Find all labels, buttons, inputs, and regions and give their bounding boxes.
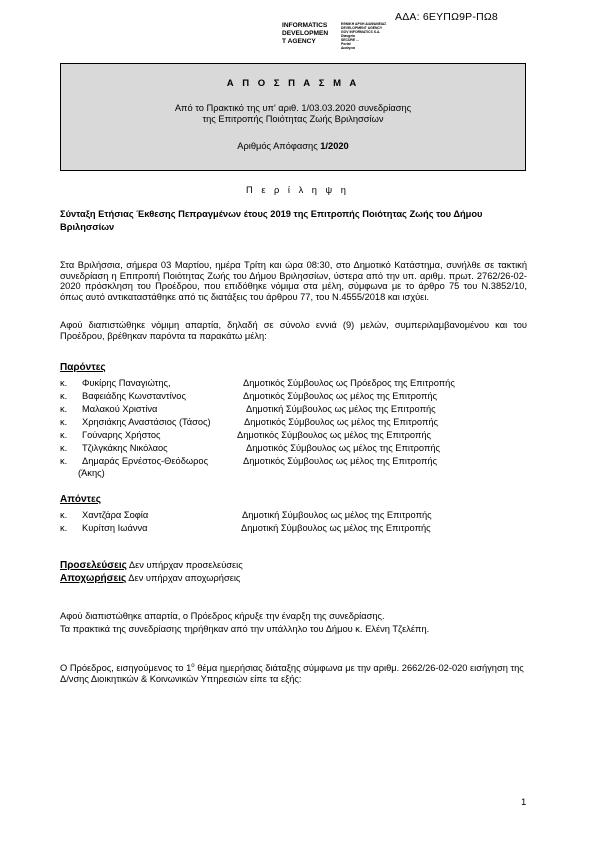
member-role: Δημοτική Σύμβουλος ως μέλος της Επιτροπής — [242, 510, 432, 520]
member-title: κ. — [60, 404, 68, 414]
excerpt-header-box — [60, 63, 526, 171]
member-title: κ. — [60, 417, 68, 427]
member-name: Χρησιάκης Αναστάσιος (Τάσος) — [82, 417, 211, 427]
member-name: Τζιλγκάκης Νικόλαος — [82, 443, 168, 453]
logo-small-line: DEVELOPMENT AGENCY — [341, 26, 383, 30]
member-row — [60, 456, 540, 468]
member-role: Δημοτικός Σύμβουλος ως μέλος της Επιτροπής — [243, 456, 438, 466]
page-number: 1 — [521, 797, 527, 808]
member-role: Δημοτικός Σύμβουλος ως μέλος της Επιτροπής — [246, 443, 441, 453]
member-title: κ. — [60, 510, 68, 520]
member-row — [60, 391, 540, 403]
member-row — [60, 430, 540, 442]
member-title: κ. — [60, 378, 68, 388]
logo-line: INFORMATICS — [282, 22, 328, 29]
decision-label: Αριθμός Απόφασης — [237, 141, 321, 151]
introduction-text-cont: θέμα ημερήσιας διάταξης σύμφωνα με την αριθμ. 2662/26-02-020 εισήγηση της Δ/νσης Διοικητικών & Κοινωνικών Υπηρεσιών είπε τα εξής: — [60, 663, 524, 684]
member-role: Δημοτική Σύμβουλος ως μέλος της Επιτροπής — [246, 404, 436, 414]
departures-text: Δεν υπήρχαν αποχωρήσεις — [126, 573, 241, 583]
logo-small-line: Portal — [341, 42, 351, 46]
ordinal-superscript: ο — [191, 663, 195, 669]
summary-title: Π ε ρ ί λ η ψ η — [246, 185, 349, 195]
logo-small-line: ΕΘΝΙΚΗ ΑΡΧΗ ΔΙΑΦΑΝΕΙΑΣ — [341, 22, 387, 26]
excerpt-title: Α Π Ο Σ Π Α Σ Μ Α — [226, 78, 360, 89]
opening-line: Αφού διαπιστώθηκε απαρτία, ο Πρόεδρος κήρυξε την έναρξη της συνεδρίασης. — [60, 611, 385, 621]
member-name: Μαλακού Χριστίνα — [82, 404, 158, 414]
minutes-reference: Από το Πρακτικό της υπ' αριθ. 1/03.03.2020 συνεδρίασης — [174, 103, 412, 113]
member-role: Δημοτικός Σύμβουλος ως Πρόεδρος της Επιτροπής — [243, 378, 455, 388]
member-name: Βαφειάδης Κωνσταντίνος — [82, 391, 186, 401]
member-title: κ. — [60, 523, 68, 533]
minutes-keeper-line: Τα πρακτικά της συνεδρίασης τηρήθηκαν από την υπάλληλο του Δήμου κ. Ελένη Τζελέπη. — [60, 624, 430, 634]
member-row — [60, 404, 540, 416]
member-name: Φυκίρης Παναγιώτης, — [82, 378, 171, 388]
member-name: Χαντζάρα Σοφία — [82, 510, 149, 520]
member-role: Δημοτικός Σύμβουλος ως μέλος της Επιτροπής — [244, 417, 439, 427]
logo-small-text — [341, 22, 399, 50]
subject-heading: Σύνταξη Ετήσιας Έκθεσης Πεπραγμένων έτους 2019 της Επιτροπής Ποιότητας Ζωής του Δήμου Βριλησσίων — [60, 209, 483, 232]
member-role: Δημοτική Σύμβουλος ως μέλος της Επιτροπής — [241, 523, 431, 533]
decision-value: 1/2020 — [320, 141, 349, 151]
departures-line — [60, 573, 240, 584]
quorum-paragraph: Αφού διαπιστώθηκε νόμιμη απαρτία, δηλαδή σε σύνολο εννιά (9) μελών, συμπεριλαμβανομένου και του Προέδρου, βρέθηκαν παρόντα τα παρακάτω μέλη: — [60, 320, 527, 341]
logo-line: T AGENCY — [282, 38, 316, 45]
member-name: Γούναρης Χρήστος — [82, 430, 161, 440]
introduction-paragraph — [60, 661, 527, 685]
member-title: κ. — [60, 391, 68, 401]
present-heading: Παρόντες — [60, 362, 106, 373]
member-title: κ. — [60, 456, 68, 466]
member-role: Δημοτικός Σύμβουλος ως μέλος της Επιτροπής — [243, 391, 438, 401]
member-title: κ. — [60, 430, 68, 440]
ada-code: ΑΔΑ: 6ΕΥΠΩ9Ρ-ΠΩ8 — [395, 11, 498, 23]
logo-small-line: SECURE ... — [341, 38, 359, 42]
absent-heading: Απόντες — [60, 494, 101, 505]
meeting-paragraph: Στα Βριλήσσια, σήμερα 03 Μαρτίου, ημέρα Τρίτη και ώρα 08:30, στο Δημοτικό Κατάστημα, συνήλθε σε τακτική συνεδρίαση η Επιτροπή Ποιότητας Ζωής του Δήμου Βριλησσίων, ύστερα από την υπ. αριθμ. πρωτ. 2762/26-02-2020 πρόσκληση του Προέδρου, που επιδόθηκε νόμιμα στα μέλη, σύμφωνα με το άρθρο 75 του Ν.3852/10, όπως αυτό αντικαταστάθηκε από τις διατάξεις του άρθρου 77, του Ν.4555/2018 και ισχύει. — [60, 260, 527, 303]
departures-label: Αποχωρήσεις — [60, 573, 127, 584]
member-nickname: (Άκης) — [78, 468, 105, 478]
committee-name: της Επιτροπής Ποιότητας Ζωής Βριλησσίων — [202, 114, 384, 124]
member-name: Κυρίτση Ιωάννα — [82, 523, 148, 533]
introduction-text: Ο Πρόεδρος, εισηγούμενος το 1 — [60, 663, 192, 674]
arrivals-text: Δεν υπήρχαν προσελεύσεις — [126, 560, 243, 570]
logo-small-line: Διαύγεια — [341, 46, 355, 50]
logo-small-line: Diavgeia — [341, 34, 355, 38]
decision-number — [61, 141, 525, 151]
member-role: Δημοτικός Σύμβουλος ως μέλος της Επιτροπής — [237, 430, 432, 440]
member-row — [60, 417, 540, 429]
logo-small-line: GOV INFORMATICS S.A. — [341, 30, 381, 34]
arrivals-line — [60, 560, 243, 571]
arrivals-label: Προσελεύσεις — [60, 560, 127, 571]
member-title: κ. — [60, 443, 68, 453]
member-name: Δημαράς Ερνέστος-Θεόδωρος — [82, 456, 209, 466]
member-row — [60, 378, 540, 390]
member-row — [60, 443, 540, 455]
diavgeia-logo — [282, 22, 402, 50]
logo-line: DEVELOPMEN — [282, 30, 329, 37]
member-row — [60, 523, 540, 535]
member-row — [60, 510, 540, 522]
